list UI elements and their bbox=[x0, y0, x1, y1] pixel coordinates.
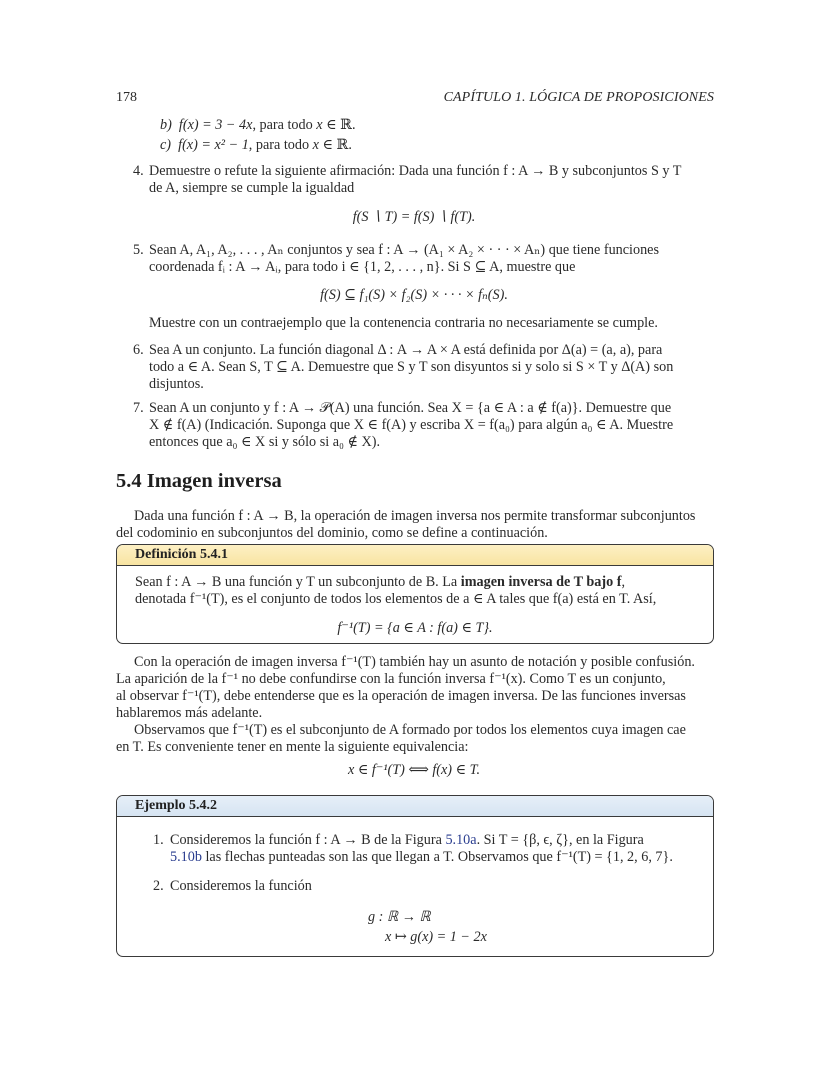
exercise-number: 7. bbox=[133, 400, 144, 416]
function-rule: x ↦ g(x) = 1 − 2x bbox=[385, 929, 487, 945]
definition-line bbox=[135, 574, 695, 591]
paragraph-notation bbox=[116, 654, 713, 756]
definition-display: f⁻¹(T) = {a ∈ A : f(a) ∈ T}. bbox=[337, 620, 493, 636]
example-line bbox=[170, 832, 693, 849]
example-item-number: 2. bbox=[153, 878, 164, 894]
function-signature: g : ℝ → ℝ bbox=[368, 909, 431, 925]
exercise-line: Sea A un conjunto. La función diagonal Δ : A → A × A está definida por Δ(a) = (a, a), para bbox=[149, 342, 663, 358]
exercise-5 bbox=[133, 242, 713, 276]
example-title: Ejemplo 5.4.2 bbox=[117, 796, 713, 817]
display-equivalence: x ∈ f⁻¹(T) ⟺ f(x) ∈ T. bbox=[347, 762, 481, 778]
exercise-line: entonces que a₀ ∈ X si y sólo si a₀ ∉ X). bbox=[149, 434, 381, 450]
section-intro bbox=[116, 508, 713, 542]
example-item-number: 1. bbox=[153, 832, 164, 848]
subitem-b bbox=[160, 117, 356, 134]
example-text: . Si T = {β, ϵ, ζ}, en la Figura bbox=[476, 832, 644, 848]
paragraph-line: Dada una función f : A → B, la operación de imagen inversa nos permite transformar subconjuntos bbox=[134, 508, 696, 524]
definition-box bbox=[116, 544, 714, 644]
exercise-line: Sean A, A₁, A₂, . . . , Aₙ conjuntos y sea f : A → (A₁ × A₂ × · · · × Aₙ) que tiene funciones bbox=[149, 242, 660, 258]
subitem-c bbox=[160, 137, 352, 154]
definition-text: Sean f : A → B una función y T un subconjunto de B. La bbox=[135, 574, 461, 590]
paragraph-line: del codominio en subconjuntos del dominio, como se define a continuación. bbox=[116, 525, 548, 541]
subitem-text: , para todo bbox=[252, 117, 317, 133]
paragraph-line: Observamos que f⁻¹(T) es el subconjunto de A formado por todos los elementos cuya imagen cae bbox=[134, 722, 686, 738]
example-box bbox=[116, 795, 714, 957]
exercise-line: todo a ∈ A. Sean S, T ⊆ A. Demuestre que S y T son disyuntos si y solo si S × T y Δ(A) son bbox=[149, 359, 674, 375]
exercise-6 bbox=[133, 342, 713, 393]
example-item-1 bbox=[153, 832, 693, 866]
paragraph-line: hablaremos más adelante. bbox=[116, 705, 263, 721]
figure-link-5-10b[interactable]: 5.10b bbox=[170, 849, 202, 865]
exercise-number: 4. bbox=[133, 163, 144, 179]
exercise-line: Sean A un conjunto y f : A → 𝒫(A) una función. Sea X = {a ∈ A : a ∉ f(a)}. Demuestre que bbox=[149, 400, 672, 416]
paragraph-line: en T. Es conveniente tener en mente la siguiente equivalencia: bbox=[116, 739, 469, 755]
subitem-var: x bbox=[312, 137, 319, 153]
subitem-tail: ∈ ℝ. bbox=[322, 117, 356, 133]
paragraph-line: Con la operación de imagen inversa f⁻¹(T) también hay un asunto de notación y posible confusión. bbox=[134, 654, 695, 670]
exercise-number: 5. bbox=[133, 242, 144, 258]
subitem-formula: f(x) = x² − 1 bbox=[178, 137, 249, 153]
exercise-4 bbox=[133, 163, 713, 197]
exercise-line: Muestre con un contraejemplo que la contenencia contraria no necesariamente se cumple. bbox=[149, 315, 658, 331]
definition-text: , bbox=[621, 574, 625, 590]
running-head: CAPÍTULO 1. LÓGICA DE PROPOSICIONES bbox=[443, 90, 714, 105]
exercise-7 bbox=[133, 400, 713, 451]
definition-line: denotada f⁻¹(T), es el conjunto de todos los elementos de a ∈ A tales que f(a) está en T. Así, bbox=[135, 591, 657, 607]
exercise-line: Demuestre o refute la siguiente afirmación: Dada una función f : A → B y subconjuntos S y T bbox=[149, 163, 682, 179]
exercise-line: de A, siempre se cumple la igualdad bbox=[149, 180, 355, 196]
subitem-text: , para todo bbox=[248, 137, 313, 153]
exercise-line: coordenada fᵢ : A → Aᵢ, para todo i ∈ {1, 2, . . . , n}. Si S ⊆ A, muestre que bbox=[149, 259, 576, 275]
exercise-line: disjuntos. bbox=[149, 376, 204, 392]
subitem-label: c) bbox=[160, 137, 172, 153]
paragraph-line: al observar f⁻¹(T), debe entenderse que es la operación de imagen inversa. De las funciones inversas bbox=[116, 688, 686, 704]
example-text: Consideremos la función f : A → B de la Figura bbox=[170, 832, 446, 848]
display-equation: f(S) ⊆ f₁(S) × f₂(S) × · · · × fₙ(S). bbox=[320, 287, 508, 303]
subitem-formula: f(x) = 3 − 4x bbox=[178, 117, 253, 133]
subitem-label: b) bbox=[160, 117, 172, 133]
paragraph-line: La aparición de la f⁻¹ no debe confundirse con la función inversa f⁻¹(x). Como T es un conjunto, bbox=[116, 671, 666, 687]
definition-title: Definición 5.4.1 bbox=[117, 545, 713, 566]
section-heading: 5.4 Imagen inversa bbox=[116, 470, 282, 492]
example-line: Consideremos la función bbox=[170, 878, 312, 894]
example-item-2 bbox=[153, 878, 693, 895]
page-number: 178 bbox=[116, 90, 137, 105]
exercise-line: X ∉ f(A) (Indicación. Suponga que X ∈ f(A) y escriba X = f(a₀) para algún a₀ ∈ A. Muestre bbox=[149, 417, 674, 433]
example-text: las flechas punteadas son las que llegan a T. Observamos que f⁻¹(T) = {1, 2, 6, 7}. bbox=[201, 849, 673, 865]
definition-term: imagen inversa de T bajo f bbox=[460, 574, 622, 590]
exercise-5-note bbox=[133, 315, 713, 332]
subitem-var: x bbox=[316, 117, 323, 133]
exercise-number: 6. bbox=[133, 342, 144, 358]
display-equation: f(S ∖ T) = f(S) ∖ f(T). bbox=[352, 209, 476, 225]
figure-link-5-10a[interactable]: 5.10a bbox=[445, 832, 477, 848]
example-line bbox=[170, 849, 693, 866]
subitem-tail: ∈ ℝ. bbox=[318, 137, 352, 153]
